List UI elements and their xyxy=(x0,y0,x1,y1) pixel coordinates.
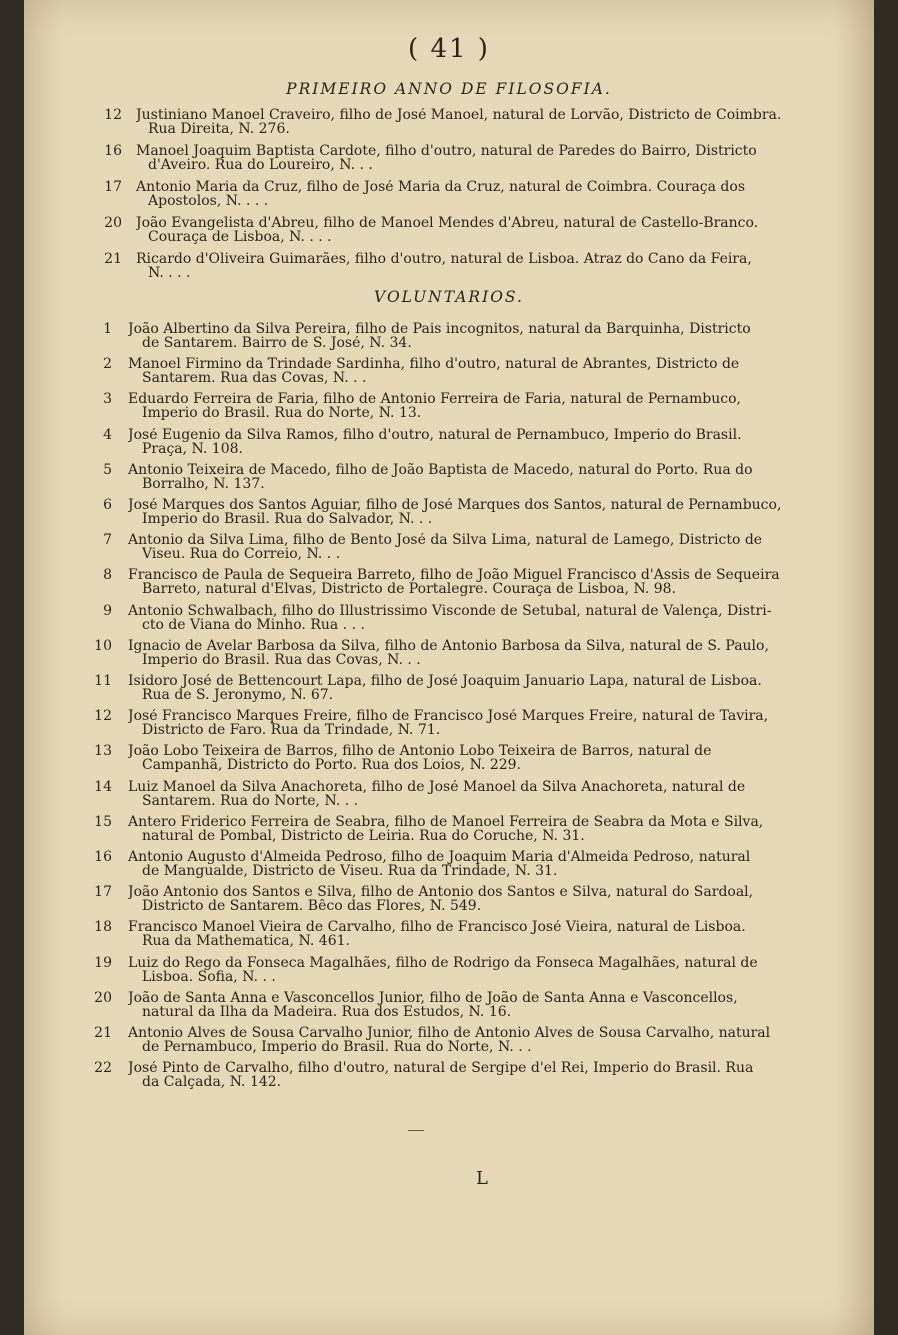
entry-line-1: Antero Friderico Ferreira de Seabra, filho de Manoel Ferreira de Seabra da Mota e Silva, xyxy=(128,814,764,830)
entry-line-2: d'Aveiro. Rua do Loureiro, N. . . xyxy=(148,158,373,173)
entry-line-2: de Santarem. Bairro de S. José, N. 34. xyxy=(142,336,412,351)
entry-line-1: Antonio Maria da Cruz, filho de José Maria da Cruz, natural de Coimbra. Couraça dos xyxy=(136,180,746,195)
entry-number: 2 xyxy=(103,356,112,373)
entry-number: 21 xyxy=(104,251,122,267)
entry-line-1: Ricardo d'Oliveira Guimarães, filho d'outro, natural de Lisboa. Atraz do Cano da Feira, xyxy=(136,252,752,267)
entry-number: 16 xyxy=(104,143,122,159)
entry-line-1: Isidoro José de Bettencourt Lapa, filho de José Joaquim Januario Lapa, natural de Lisboa. xyxy=(128,674,762,689)
book-page xyxy=(24,0,874,1335)
entry-number: 13 xyxy=(94,743,112,760)
entry-line-2: Campanhã, Districto do Porto. Rua dos Loios, N. 229. xyxy=(142,758,521,774)
entry-line-2: Santarem. Rua das Covas, N. . . xyxy=(142,371,367,387)
entry-line-2: Lisboa. Sofia, N. . . xyxy=(142,969,276,985)
entry-line-1: Antonio Teixeira de Macedo, filho de João Baptista de Macedo, natural do Porto. Rua do xyxy=(128,462,753,478)
entry-line-2: Santarem. Rua do Norte, N. . . xyxy=(142,793,359,809)
entry-line-2: N. . . . xyxy=(148,266,191,281)
entry-line-2: Praça, N. 108. xyxy=(142,441,243,457)
entry-line-1: João Lobo Teixeira de Barros, filho de Antonio Lobo Teixeira de Barros, natural de xyxy=(128,744,712,760)
entry-line-1: Manoel Firmino da Trindade Sardinha, filho d'outro, natural de Abrantes, Districto de xyxy=(128,357,740,373)
entry-line-2: Rua da Mathematica, N. 461. xyxy=(142,934,350,950)
entry-number: 22 xyxy=(94,1060,112,1077)
entry-line-1: José Eugenio da Silva Ramos, filho d'outro, natural de Pernambuco, Imperio do Brasil. xyxy=(128,427,742,443)
page-number: ( 41 ) xyxy=(408,34,490,64)
entry-line-2: Couraça de Lisboa, N. . . . xyxy=(148,230,332,245)
entry-line-2: Districto de Faro. Rua da Trindade, N. 71. xyxy=(142,723,441,739)
entry-line-2: de Pernambuco, Imperio do Brasil. Rua do Norte, N. . . xyxy=(142,1040,532,1055)
entry-number: 16 xyxy=(94,849,112,865)
divider-mark xyxy=(408,1130,424,1131)
entry-number: 10 xyxy=(94,637,112,654)
entry-line-2: Apostolos, N. . . . xyxy=(148,194,269,209)
entry-line-1: João Albertino da Silva Pereira, filho de Pais incognitos, natural da Barquinha, Districto xyxy=(128,322,751,337)
entry-line-1: Antonio da Silva Lima, filho de Bento José da Silva Lima, natural de Lamego, Districto de xyxy=(128,533,763,549)
entry-line-2: Rua Direita, N. 276. xyxy=(148,122,290,137)
section-title-primeiro-anno: PRIMEIRO ANNO DE FILOSOFIA. xyxy=(286,80,612,98)
entry-line-1: Luiz Manoel da Silva Anachoreta, filho de José Manoel da Silva Anachoreta, natural de xyxy=(128,779,746,795)
entry-number: 12 xyxy=(104,107,122,123)
entry-line-1: João de Santa Anna e Vasconcellos Junior, filho de João de Santa Anna e Vasconcellos, xyxy=(128,990,738,1006)
entry-number: 17 xyxy=(94,884,112,901)
entry-number: 20 xyxy=(94,989,112,1006)
entry-line-1: José Pinto de Carvalho, filho d'outro, natural de Sergipe d'el Rei, Imperio do Brasil. Rua xyxy=(128,1061,754,1077)
entry-number: 3 xyxy=(103,391,112,408)
entry-line-2: Barreto, natural d'Elvas, Districto de Portalegre. Couraça de Lisboa, N. 98. xyxy=(142,582,677,598)
entry-line-2: da Calçada, N. 142. xyxy=(142,1075,282,1091)
entry-number: 15 xyxy=(94,813,112,830)
entry-number: 11 xyxy=(94,673,112,689)
entry-line-2: Imperio do Brasil. Rua do Salvador, N. . . xyxy=(142,512,433,527)
entry-number: 19 xyxy=(94,954,112,971)
entry-line-2: Districto de Santarem. Bêco das Flores, N. 549. xyxy=(142,899,482,915)
entry-number: 6 xyxy=(103,497,112,513)
entry-number: 14 xyxy=(94,778,112,795)
entry-line-1: Ignacio de Avelar Barbosa da Silva, filho de Antonio Barbosa da Silva, natural de S. Paulo, xyxy=(128,638,769,654)
entry-line-2: Rua de S. Jeronymo, N. 67. xyxy=(142,688,334,703)
entry-line-1: Francisco Manoel Vieira de Carvalho, filho de Francisco José Vieira, natural de Lisboa. xyxy=(128,920,746,936)
entry-line-1: Justiniano Manoel Craveiro, filho de José Manoel, natural de Lorvão, Districto de Coimbra. xyxy=(136,108,782,123)
entry-number: 5 xyxy=(103,461,112,478)
entry-number: 7 xyxy=(103,532,112,549)
entry-line-1: Antonio Schwalbach, filho do Illustrissimo Visconde de Setubal, natural de Valença, Distri- xyxy=(128,603,772,619)
entry-line-2: Borralho, N. 137. xyxy=(142,476,265,492)
entry-line-1: Francisco de Paula de Sequeira Barreto, filho de João Miguel Francisco d'Assis de Sequeira xyxy=(128,568,780,584)
entry-number: 1 xyxy=(103,321,112,337)
entry-line-1: José Marques dos Santos Aguiar, filho de José Marques dos Santos, natural de Pernambuco, xyxy=(128,498,782,513)
entry-line-1: Eduardo Ferreira de Faria, filho de Antonio Ferreira de Faria, natural de Pernambuco, xyxy=(128,392,742,408)
entry-line-2: cto de Viana do Minho. Rua . . . xyxy=(142,617,365,633)
entry-line-1: Manoel Joaquim Baptista Cardote, filho d'outro, natural de Paredes do Bairro, Districto xyxy=(136,144,757,159)
entry-line-2: de Mangualde, Districto de Viseu. Rua da Trindade, N. 31. xyxy=(142,864,558,879)
entry-line-2: Imperio do Brasil. Rua das Covas, N. . . xyxy=(142,652,421,668)
entry-number: 21 xyxy=(94,1025,112,1041)
entry-number: 9 xyxy=(103,602,112,619)
entry-line-1: Luiz do Rego da Fonseca Magalhães, filho de Rodrigo da Fonseca Magalhães, natural de xyxy=(128,955,758,971)
section-title-voluntarios: VOLUNTARIOS. xyxy=(374,288,524,306)
entry-number: 17 xyxy=(104,179,122,195)
entry-line-1: João Antonio dos Santos e Silva, filho de Antonio dos Santos e Silva, natural do Sardoal, xyxy=(128,885,754,901)
entry-number: 8 xyxy=(103,567,112,584)
entry-line-1: José Francisco Marques Freire, filho de Francisco José Marques Freire, natural de Tavira, xyxy=(128,709,769,725)
entry-line-1: João Evangelista d'Abreu, filho de Manoel Mendes d'Abreu, natural de Castello-Branco. xyxy=(136,216,759,231)
entry-line-1: Antonio Augusto d'Almeida Pedroso, filho de Joaquim Maria d'Almeida Pedroso, natural xyxy=(128,850,751,865)
entry-number: 12 xyxy=(94,708,112,725)
entry-line-1: Antonio Alves de Sousa Carvalho Junior, filho de Antonio Alves de Sousa Carvalho, natural xyxy=(128,1026,771,1041)
entry-line-2: Viseu. Rua do Correio, N. . . xyxy=(142,547,341,563)
entry-line-2: natural da Ilha da Madeira. Rua dos Estudos, N. 16. xyxy=(142,1004,512,1020)
entry-number: 20 xyxy=(104,215,122,231)
entry-line-2: Imperio do Brasil. Rua do Norte, N. 13. xyxy=(142,406,422,422)
entry-number: 18 xyxy=(94,919,112,936)
entry-number: 4 xyxy=(103,426,112,443)
signature-mark: L xyxy=(476,1168,488,1189)
entry-line-2: natural de Pombal, Districto de Leiria. Rua do Coruche, N. 31. xyxy=(142,828,585,844)
